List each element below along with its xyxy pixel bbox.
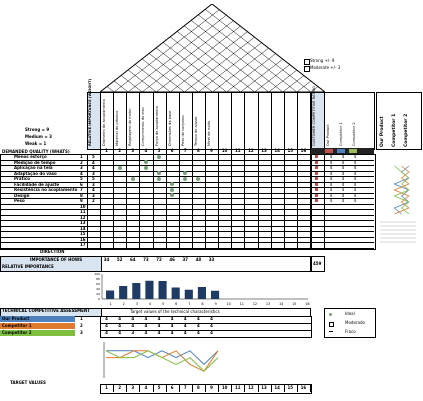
bottom-column-number: 7 bbox=[183, 385, 187, 390]
hows-col-divider bbox=[153, 92, 154, 154]
rating-marker-icon bbox=[315, 161, 318, 164]
importance-header: RELATIVE IMPORTANCE (WEIGHT) bbox=[88, 78, 92, 146]
grid-col-divider bbox=[113, 154, 114, 248]
relationship-strong-icon bbox=[118, 166, 122, 170]
grid-col-divider bbox=[126, 154, 127, 248]
column-number: 15 bbox=[287, 148, 294, 153]
bottom-column-number: 14 bbox=[274, 385, 280, 390]
what-label: Facilidade de ajuste bbox=[14, 181, 60, 187]
competitor-value: 4 bbox=[105, 323, 108, 328]
legend-moderate: Moderado bbox=[345, 320, 365, 325]
rating-marker-icon bbox=[315, 177, 318, 180]
rating-value: 4 bbox=[341, 198, 345, 204]
bar-category-label: 7 bbox=[188, 302, 191, 306]
importance-value: 33 bbox=[208, 257, 215, 262]
bottom-column-number: 1 bbox=[105, 385, 108, 390]
grid-col-divider bbox=[271, 154, 272, 248]
competitor-value: 4 bbox=[157, 323, 161, 328]
rating-value: 4 bbox=[353, 170, 357, 176]
roof-legend-medium: Moderate +/- 3 bbox=[310, 65, 341, 70]
grid-major-divider bbox=[324, 154, 325, 248]
bottom-column-number: 11 bbox=[235, 385, 241, 390]
legend-medium: Medium = 3 bbox=[25, 134, 52, 139]
hows-col-divider bbox=[231, 92, 232, 154]
importance-value: 37 bbox=[182, 257, 189, 262]
what-label: Adaptação do vaso bbox=[14, 170, 57, 176]
column-number: 1 bbox=[105, 148, 108, 153]
row-divider bbox=[0, 237, 374, 238]
row-divider bbox=[0, 226, 374, 227]
rating-value: 4 bbox=[353, 165, 357, 171]
importance-bar bbox=[198, 287, 206, 299]
competitor-value: 4 bbox=[183, 323, 187, 328]
row-number: 9 bbox=[80, 198, 83, 204]
relationship-strong-icon bbox=[144, 166, 148, 170]
rating-value: 4 bbox=[341, 181, 345, 187]
what-label: Design bbox=[14, 192, 30, 198]
rating-value: 4 bbox=[341, 192, 345, 198]
competitor-value: 4 bbox=[157, 330, 161, 335]
direction-label: DIRECTION bbox=[40, 249, 65, 254]
legend-strong: Strong = 9 bbox=[25, 127, 50, 132]
importance-bar bbox=[159, 281, 167, 299]
rating-value: 4 bbox=[329, 187, 333, 193]
column-number: 4 bbox=[144, 148, 148, 153]
relationship-strong-icon bbox=[157, 155, 161, 159]
our-product-header: Our Product bbox=[326, 124, 330, 146]
competitive-section-label: TECHNICAL COMPETITIVE ASSESSMENT bbox=[2, 308, 90, 313]
competitor-value: 4 bbox=[157, 316, 161, 321]
importance-bar bbox=[172, 288, 180, 300]
rating-marker-icon bbox=[315, 194, 318, 197]
grid-col-divider bbox=[218, 154, 219, 248]
importance-of-hows-label: IMPORTANCE OF HOWS bbox=[30, 257, 83, 262]
rating-value: 4 bbox=[329, 159, 333, 165]
bar-ytick-label: 0 bbox=[98, 297, 100, 301]
rating-value: 4 bbox=[329, 192, 333, 198]
bar-ytick-label: 20 bbox=[96, 292, 100, 296]
competitor-value: 4 bbox=[210, 316, 213, 321]
competitive-header: Target values of the technical characteristics bbox=[130, 309, 220, 314]
bar-category-label: 11 bbox=[239, 302, 245, 306]
row-number: 7 bbox=[80, 187, 83, 193]
row-number: 10 bbox=[80, 203, 86, 209]
row-weight: 4 bbox=[92, 187, 95, 193]
hows-col-divider bbox=[218, 92, 219, 154]
bar-category-label: 12 bbox=[252, 302, 258, 306]
grid-col-divider bbox=[192, 154, 193, 248]
rating-legend-box bbox=[376, 92, 422, 150]
rating-value: 4 bbox=[341, 159, 345, 165]
rating-series-line bbox=[394, 166, 408, 214]
row-weight: 3 bbox=[92, 192, 95, 198]
what-label: Medição de tempo bbox=[14, 159, 56, 165]
importance-bar-chart bbox=[92, 272, 312, 306]
bar-category-label: 6 bbox=[175, 302, 178, 306]
rating-value: 4 bbox=[353, 192, 357, 198]
bottom-column-number: 6 bbox=[170, 385, 174, 390]
rating-marker-icon bbox=[315, 188, 318, 191]
competitor-value: 4 bbox=[144, 316, 148, 321]
competitor-value: 4 bbox=[170, 323, 174, 328]
rating-value: 4 bbox=[341, 187, 345, 193]
column-number: 3 bbox=[131, 148, 135, 153]
bottom-column-number: 5 bbox=[157, 385, 161, 390]
importance-bar bbox=[119, 286, 127, 299]
how-label: Material do plástico bbox=[115, 110, 120, 146]
rating-marker-icon bbox=[315, 155, 318, 158]
row-weight: 2 bbox=[92, 198, 95, 204]
relationship-strong-icon bbox=[157, 177, 161, 181]
competitive-line-chart bbox=[100, 340, 230, 382]
importance-bar bbox=[106, 291, 114, 300]
grid-col-divider bbox=[139, 154, 140, 248]
customer-rating-chart bbox=[376, 154, 420, 248]
bar-category-label: 2 bbox=[122, 302, 125, 306]
bar-category-label: 14 bbox=[278, 302, 284, 306]
rating-color-c bbox=[349, 149, 357, 153]
hows-col-divider bbox=[244, 92, 245, 154]
grid-col-divider bbox=[297, 154, 298, 248]
rating-header bbox=[324, 92, 375, 150]
rating-value: 4 bbox=[353, 154, 357, 159]
hows-col-divider bbox=[271, 92, 272, 154]
bottom-column-number: 16 bbox=[300, 385, 307, 390]
row-number: 5 bbox=[80, 176, 83, 182]
competitor-value: 4 bbox=[210, 330, 213, 335]
rating-legend-comp2: Competitor 2 bbox=[404, 113, 409, 147]
column-number: 14 bbox=[274, 148, 280, 153]
competitor2-header: Competitor 2 bbox=[352, 122, 356, 146]
bar-category-label: 8 bbox=[201, 302, 204, 306]
competitor-value: 4 bbox=[118, 330, 122, 335]
moderate-icon bbox=[329, 322, 334, 327]
column-number: 5 bbox=[157, 148, 161, 153]
ideal-icon bbox=[329, 313, 332, 316]
competitor-value: 4 bbox=[118, 323, 122, 328]
relative-importance-label: RELATIVE IMPORTANCE bbox=[2, 264, 54, 269]
row-number: 11 bbox=[80, 209, 86, 215]
bottom-column-number: 2 bbox=[118, 385, 122, 390]
importance-value: 52 bbox=[116, 257, 123, 262]
bottom-column-number: 12 bbox=[248, 385, 254, 390]
roof-legend bbox=[304, 58, 362, 74]
competitor-value: 4 bbox=[105, 316, 108, 321]
bar-category-label: 10 bbox=[226, 302, 231, 306]
hows-col-divider bbox=[166, 92, 167, 154]
column-number: 13 bbox=[261, 148, 267, 153]
row-number: 12 bbox=[80, 214, 86, 220]
rating-value: 4 bbox=[353, 198, 357, 204]
bottom-column-number: 15 bbox=[287, 385, 294, 390]
how-label: Dimensões da base bbox=[167, 110, 172, 146]
competitor-value: 4 bbox=[197, 316, 200, 321]
row-weight: 5 bbox=[92, 176, 95, 182]
competitor1-header: Competitor 1 bbox=[339, 122, 343, 146]
importance-bar bbox=[145, 281, 153, 299]
importance-value: 48 bbox=[195, 257, 202, 262]
row-number: 6 bbox=[80, 181, 83, 187]
rating-value: 4 bbox=[341, 170, 345, 176]
row-number: 15 bbox=[80, 231, 86, 237]
hows-col-divider bbox=[284, 92, 285, 154]
column-number: 16 bbox=[300, 148, 307, 153]
legend-weak: Weak = 1 bbox=[25, 141, 47, 146]
rating-value: 4 bbox=[329, 176, 333, 182]
target-values-label: TARGET VALUES bbox=[10, 380, 46, 385]
minus-icon bbox=[304, 66, 310, 72]
competitor-value: 3 bbox=[131, 330, 135, 335]
bottom-column-number: 3 bbox=[131, 385, 135, 390]
grid-col-divider bbox=[284, 154, 285, 248]
row-weight: 3 bbox=[92, 181, 95, 187]
row-divider bbox=[0, 231, 374, 232]
importance-bar bbox=[132, 283, 140, 299]
grid-col-divider bbox=[166, 154, 167, 248]
column-number: 12 bbox=[248, 148, 254, 153]
grid-col-divider bbox=[153, 154, 154, 248]
grid-major-divider bbox=[100, 154, 101, 248]
hows-col-divider bbox=[192, 92, 193, 154]
importance-value: 34 bbox=[103, 257, 110, 262]
competitor-row-number: 2 bbox=[80, 323, 83, 328]
hows-col-divider bbox=[297, 92, 298, 154]
importance-value: 46 bbox=[169, 257, 175, 262]
row-number: 1 bbox=[80, 154, 83, 159]
roof-legend-strong: Strong +/- 9 bbox=[310, 58, 335, 63]
hows-col-divider bbox=[113, 92, 114, 154]
grid-col-divider bbox=[258, 154, 259, 248]
what-label: Peso bbox=[14, 198, 25, 204]
what-label: Prático bbox=[14, 176, 31, 182]
rating-value: 4 bbox=[353, 159, 357, 165]
hows-col-divider bbox=[258, 92, 259, 154]
bottom-column-number: 10 bbox=[221, 385, 228, 390]
how-label: Tempo de ajuste bbox=[193, 116, 198, 146]
rating-color-a bbox=[325, 149, 333, 153]
whats-grid bbox=[0, 154, 376, 250]
total-importance-cell bbox=[311, 256, 325, 272]
row-weight: 4 bbox=[92, 159, 95, 165]
whats-section-header: DEMANDED QUALITY (WHATS) bbox=[2, 149, 70, 154]
competitor-label: Competitor 1 bbox=[2, 323, 32, 328]
rating-legend-comp1: Competitor 1 bbox=[392, 113, 397, 147]
column-number: 6 bbox=[170, 148, 174, 153]
bar-ytick-label: 100 bbox=[94, 272, 100, 276]
rating-value: 4 bbox=[329, 181, 333, 187]
how-label: Diâmetro do acoplamento bbox=[102, 99, 106, 146]
row-divider bbox=[0, 220, 374, 221]
what-label: Resistência no acoplamento bbox=[14, 187, 78, 193]
correlation-roof bbox=[100, 4, 325, 92]
competitor-value: 4 bbox=[105, 330, 108, 335]
competitor-value: 4 bbox=[144, 323, 148, 328]
row-weight: 5 bbox=[92, 154, 95, 159]
how-label: Peso do conjunto bbox=[180, 115, 185, 146]
bar-category-label: 3 bbox=[135, 302, 138, 306]
rating-value: 4 bbox=[353, 187, 357, 193]
grid-col-divider bbox=[244, 154, 245, 248]
grid-col-divider bbox=[231, 154, 232, 248]
competitor-row-number: 1 bbox=[80, 316, 83, 321]
bar-category-label: 9 bbox=[214, 302, 217, 306]
bar-ytick-label: 80 bbox=[96, 277, 100, 281]
competitor-value: 4 bbox=[144, 330, 148, 335]
bar-category-label: 16 bbox=[305, 302, 310, 306]
row-divider bbox=[0, 242, 374, 243]
competitor-value: 4 bbox=[197, 323, 200, 328]
plus-icon bbox=[304, 59, 310, 65]
competitor-value: 4 bbox=[131, 323, 135, 328]
bar-category-label: 5 bbox=[161, 302, 165, 306]
rating-value: 4 bbox=[353, 176, 357, 182]
row-divider bbox=[0, 209, 374, 210]
total-importance: 459 bbox=[313, 261, 322, 266]
relationship-strong-icon bbox=[131, 177, 135, 181]
rating-value: 4 bbox=[329, 198, 333, 204]
competitor-value: 4 bbox=[170, 316, 174, 321]
competitor-value: 4 bbox=[197, 330, 200, 335]
row-number: 17 bbox=[80, 242, 86, 248]
rating-value: 4 bbox=[329, 154, 333, 159]
bottom-column-number: 9 bbox=[210, 385, 213, 390]
rating-color-b bbox=[337, 149, 345, 153]
importance-bar bbox=[185, 290, 193, 299]
competitor-value: 4 bbox=[131, 316, 135, 321]
how-label: Regulagem do motor bbox=[128, 108, 133, 146]
row-number: 2 bbox=[80, 159, 83, 165]
competitor-value: 4 bbox=[210, 323, 213, 328]
what-label: Menos esforço bbox=[14, 154, 47, 159]
competitor-label: Our Product bbox=[2, 316, 30, 321]
hows-col-divider bbox=[179, 92, 180, 154]
how-label: Força de acoplamento bbox=[154, 106, 159, 146]
bottom-col-divider bbox=[310, 384, 311, 392]
bar-category-label: 4 bbox=[148, 302, 152, 306]
column-number: 9 bbox=[210, 148, 213, 153]
rating-marker-icon bbox=[315, 199, 318, 202]
importance-value: 73 bbox=[143, 257, 149, 262]
row-number: 3 bbox=[80, 165, 83, 171]
row-number: 16 bbox=[80, 236, 86, 242]
row-divider bbox=[0, 215, 374, 216]
rating-value: 4 bbox=[329, 165, 333, 171]
importance-value: 72 bbox=[156, 257, 162, 262]
legend-weak-box: Fraco bbox=[345, 329, 356, 334]
rating-marker-icon bbox=[315, 172, 318, 175]
column-number: 8 bbox=[197, 148, 200, 153]
grid-col-divider bbox=[205, 154, 206, 248]
grid-col-divider bbox=[179, 154, 180, 248]
bar-ytick-label: 60 bbox=[96, 282, 100, 286]
relationship-legend bbox=[25, 128, 85, 148]
bar-ytick-label: 40 bbox=[96, 287, 100, 291]
bar-category-label: 1 bbox=[109, 302, 112, 306]
bottom-column-number: 8 bbox=[197, 385, 200, 390]
bottom-column-number: 4 bbox=[144, 385, 148, 390]
rating-marker-icon bbox=[315, 166, 318, 169]
column-number: 11 bbox=[235, 148, 241, 153]
competitor-row-number: 3 bbox=[80, 330, 83, 335]
rating-value: 4 bbox=[341, 176, 345, 182]
hows-col-divider bbox=[205, 92, 206, 154]
row-number: 4 bbox=[80, 170, 83, 176]
importance-bar bbox=[211, 291, 219, 299]
bar-category-label: 13 bbox=[265, 302, 271, 306]
rating-value: 4 bbox=[353, 181, 357, 187]
column-number: 2 bbox=[118, 148, 122, 153]
competitive-legend bbox=[324, 308, 376, 338]
competitor-value: 4 bbox=[170, 330, 174, 335]
legend-ideal: Ideal bbox=[345, 311, 355, 316]
importance-value: 64 bbox=[130, 257, 136, 262]
bottom-column-number: 13 bbox=[261, 385, 267, 390]
customer-rating-label: CUSTOMER COMPETITIVE RATING bbox=[312, 86, 316, 146]
row-weight: 4 bbox=[92, 165, 95, 171]
rating-value: 4 bbox=[341, 165, 345, 171]
row-number: 8 bbox=[80, 192, 83, 198]
competitor-value: 4 bbox=[183, 330, 187, 335]
rating-value: 4 bbox=[329, 170, 333, 176]
bar-category-label: 15 bbox=[292, 302, 297, 306]
row-number: 13 bbox=[80, 220, 86, 226]
grid-major-divider bbox=[87, 154, 88, 248]
how-label: Nível de ruído bbox=[207, 120, 211, 146]
how-label: Comprimento do eixo bbox=[141, 107, 146, 146]
column-number: 7 bbox=[183, 148, 187, 153]
competitor-label: Competitor 2 bbox=[2, 330, 32, 335]
row-weight: 3 bbox=[92, 170, 95, 176]
row-divider bbox=[0, 204, 374, 205]
competitor-value: 4 bbox=[183, 316, 187, 321]
row-number: 14 bbox=[80, 225, 86, 231]
grid-major-divider bbox=[311, 154, 312, 248]
rating-marker-icon bbox=[315, 183, 318, 186]
competitor-value: 4 bbox=[118, 316, 122, 321]
rating-legend-product: Our Product bbox=[380, 116, 385, 147]
column-number: 10 bbox=[221, 148, 228, 153]
weak-icon bbox=[329, 331, 333, 332]
what-label: Aplicação na tela bbox=[14, 165, 53, 171]
rating-value: 4 bbox=[341, 154, 345, 159]
